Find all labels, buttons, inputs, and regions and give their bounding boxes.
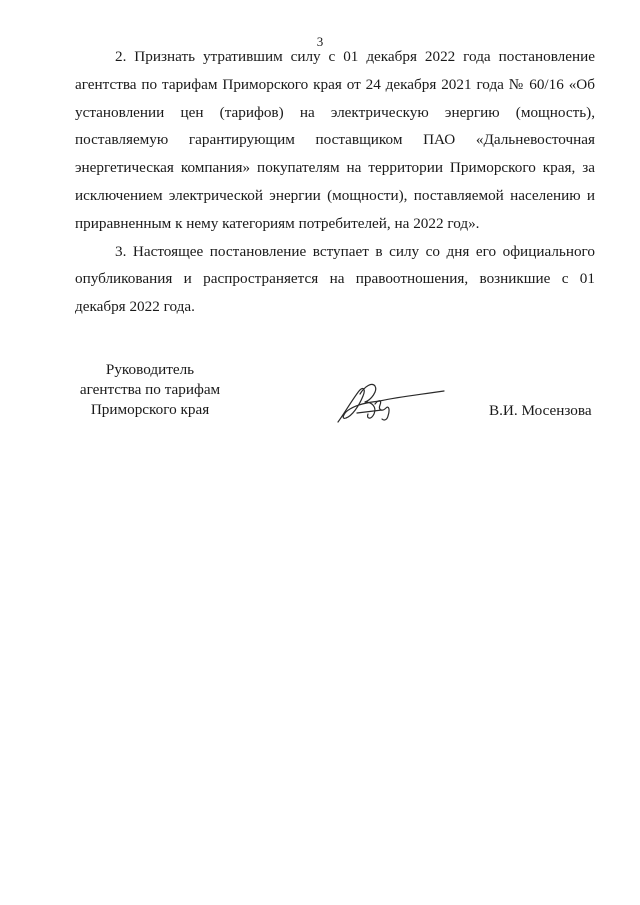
signer-position [70, 360, 230, 420]
signature-block [0, 360, 640, 440]
paragraph-item-2: 2. Признать утратившим силу с 01 декабря 2022 года постановление агентства по тарифам Приморского края от 24 декабря 2021 года № 60/16 «Об установлении цен (тарифов) на электрическую энергию (мощность), поставляемую гарантирующим поставщиком ПАО «Дальневосточная энергетическая компания» покупателям на территории Приморского края, за исключением электрической энергии (мощности), поставляемой населению и приравненным к нему категориям потребителей, на 2022 год». [75, 48, 595, 232]
signer-name: В.И. Мосензова [489, 402, 592, 419]
handwritten-signature [335, 377, 447, 425]
paragraph-item-3: 3. Настоящее постановление вступает в силу со дня его официального опубликования и распространяется на правоотношения, возникшие с 01 декабря 2022 года. [75, 242, 595, 316]
page-number: 3 [316, 34, 324, 49]
signer-position-line: Приморского края [90, 401, 210, 418]
signer-position-line: агентства по тарифам [79, 381, 221, 398]
signer-position-line: Руководитель [105, 361, 195, 378]
document-body [75, 43, 595, 321]
